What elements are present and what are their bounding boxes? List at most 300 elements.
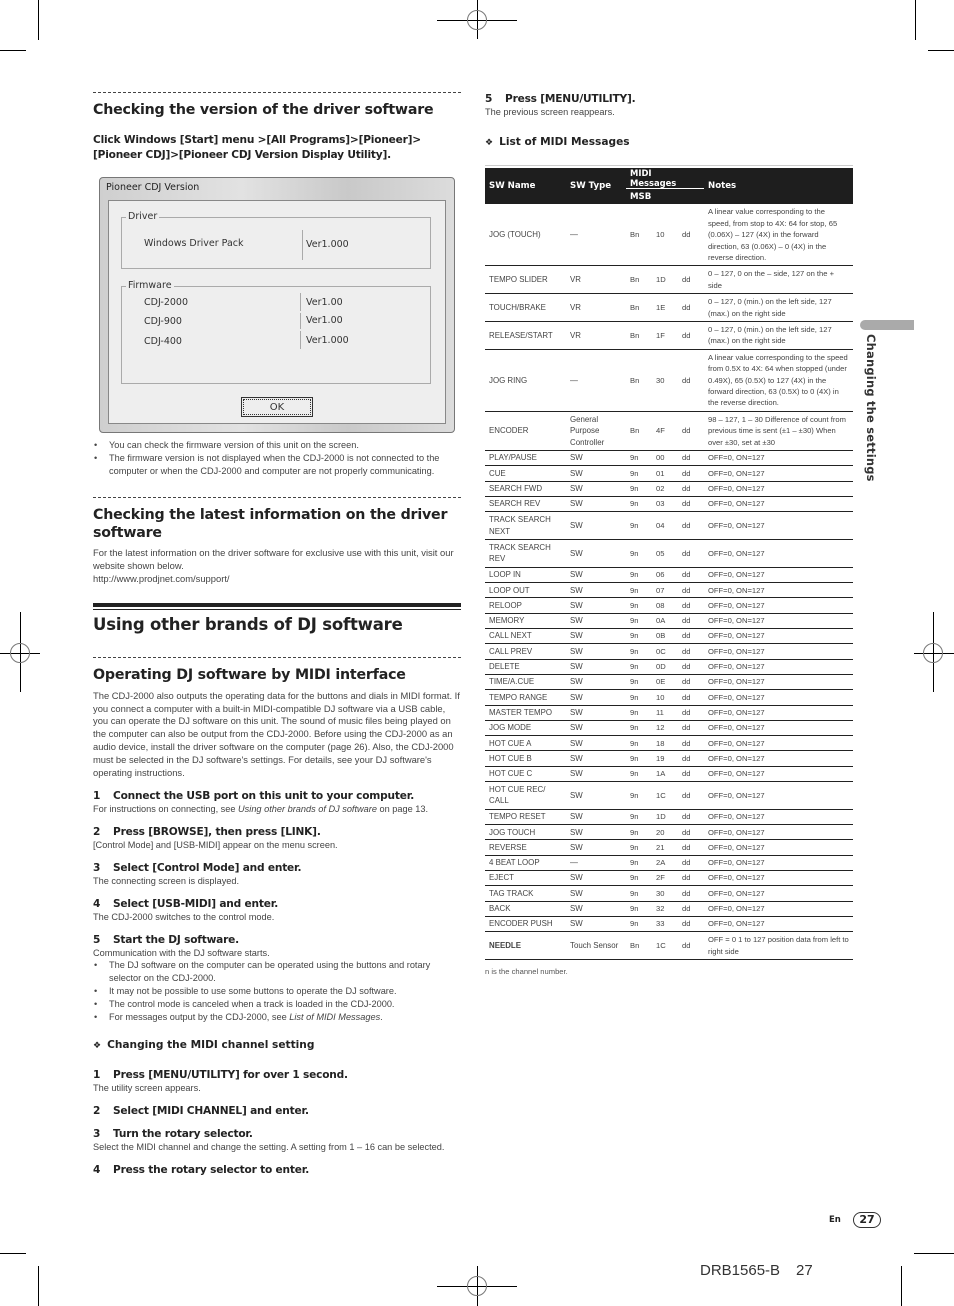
language-label: En (829, 1215, 841, 1225)
table-row (485, 466, 853, 481)
step-number: 5 (93, 933, 101, 946)
cell-data1: 1A (652, 766, 678, 781)
cell-status: 9n (626, 870, 652, 885)
cell-type: General Purpose Controller (566, 411, 626, 450)
bullet-item: • The control mode is canceled when a track is loaded in the CDJ-2000. (93, 998, 461, 1011)
step-1 (93, 789, 461, 816)
step-desc: Select the MIDI channel and change the setting. A setting from 1 – 16 can be selected. (93, 1142, 445, 1153)
cell-data2: dd (678, 644, 704, 659)
step-title-text: Select [MIDI CHANNEL] and enter. (113, 1105, 309, 1118)
cell-name: LOOP OUT (485, 583, 566, 598)
cell-status: Bn (626, 411, 652, 450)
subsection-title-text: Changing the MIDI channel setting (107, 1039, 315, 1052)
cell-data2: dd (678, 720, 704, 735)
cell-type: SW (566, 451, 626, 466)
step-title (93, 1068, 461, 1082)
cell-data2: dd (678, 321, 704, 349)
cell-data1: 1D (652, 266, 678, 294)
cell-data1: 10 (652, 204, 678, 266)
driver-group (121, 211, 431, 269)
table-row (485, 567, 853, 582)
midi-messages-table (485, 168, 853, 960)
cell-data2: dd (678, 901, 704, 916)
cell-notes: OFF=0, ON=127 (704, 496, 853, 511)
table-row (485, 886, 853, 901)
step-title (93, 1163, 461, 1177)
cell-status: 9n (626, 613, 652, 628)
table-row (485, 901, 853, 916)
step-number: 4 (93, 1163, 101, 1176)
cell-status: 9n (626, 751, 652, 766)
cell-status: 9n (626, 916, 652, 931)
cell-notes: OFF=0, ON=127 (704, 736, 853, 751)
cell-notes: OFF=0, ON=127 (704, 751, 853, 766)
cell-name: 4 BEAT LOOP (485, 855, 566, 870)
cell-data1: 1E (652, 294, 678, 322)
cell-status: 9n (626, 720, 652, 735)
cell-notes: OFF=0, ON=127 (704, 766, 853, 781)
cell-type: SW (566, 809, 626, 824)
step-number: 3 (93, 1128, 101, 1141)
cell-data2: dd (678, 583, 704, 598)
cell-data2: dd (678, 512, 704, 540)
cell-name: ENCODER PUSH (485, 916, 566, 931)
channel-step-3 (93, 1127, 461, 1154)
firmware-group (121, 280, 431, 384)
step-number: 2 (93, 1105, 101, 1118)
cell-notes: OFF=0, ON=127 (704, 781, 853, 809)
step-number: 5 (485, 93, 493, 105)
cell-name: TIME/A.CUE (485, 674, 566, 689)
cell-name: SEARCH FWD (485, 481, 566, 496)
cell-status: 9n (626, 825, 652, 840)
cell-type: SW (566, 496, 626, 511)
header-sw-type: SW Type (566, 168, 626, 205)
bullet-item: • The DJ software on the computer can be operated using the buttons and rotary selector on the CDJ-2000. (93, 959, 461, 985)
cell-notes: OFF=0, ON=127 (704, 901, 853, 916)
chapter-tab-label: Changing the settings (864, 334, 878, 482)
section-title-latest-info: Checking the latest information on the driver software (93, 507, 448, 542)
cell-type: SW (566, 870, 626, 885)
cell-status: Bn (626, 204, 652, 266)
cell-type: VR (566, 321, 626, 349)
step-number: 1 (93, 1069, 101, 1082)
cell-data1: 33 (652, 916, 678, 931)
header-notes: Notes (704, 168, 853, 205)
crop-mark (38, 1266, 39, 1306)
latest-info-body: For the latest information on the driver software for exclusive use with this unit, visit our website shown below. (93, 547, 454, 572)
cell-status: 9n (626, 659, 652, 674)
left-column (93, 92, 461, 1177)
cell-type: — (566, 204, 626, 266)
firmware-version: Ver1.000 (306, 335, 349, 346)
bullet-text: For messages output by the CDJ-2000, see (109, 1011, 290, 1022)
header-msb: MSB (626, 188, 704, 204)
step-title (93, 1127, 461, 1141)
cell-type: SW (566, 781, 626, 809)
step-desc: The utility screen appears. (93, 1083, 201, 1094)
ok-button[interactable] (241, 397, 313, 417)
cell-name: HOT CUE C (485, 766, 566, 781)
channel-step-1 (93, 1068, 461, 1095)
step-title-text: Select [USB-MIDI] and enter. (113, 897, 279, 910)
table-row (485, 766, 853, 781)
cell-type: Touch Sensor (566, 932, 626, 960)
cell-data2: dd (678, 540, 704, 568)
right-column (485, 92, 853, 979)
cell-type: SW (566, 644, 626, 659)
cell-status: 9n (626, 540, 652, 568)
cell-status: 9n (626, 451, 652, 466)
cell-type: SW (566, 466, 626, 481)
chapter-rule-thin (93, 609, 461, 610)
cell-status: 9n (626, 855, 652, 870)
cell-data2: dd (678, 840, 704, 855)
midi-interface-body: The CDJ-2000 also outputs the operating data for the buttons and dials in MIDI format. If you connect a computer with a built-in MIDI-compatible DJ software via a USB cable, you can operate the DJ software on this unit. The sound of music files being played on the computer can also be output from the CDJ-2000. Before using the CDJ-2000 as an audio device, install the driver software on the computer (page 26). Also, the CDJ-2000 must be selected in the DJ software's settings. For details, see your DJ software's operating instructions. (93, 689, 460, 778)
cell-data1: 11 (652, 705, 678, 720)
table-row (485, 736, 853, 751)
header-sw-name: SW Name (485, 168, 566, 205)
cell-notes: OFF=0, ON=127 (704, 809, 853, 824)
ok-button-label: OK (243, 399, 311, 415)
cell-status: Bn (626, 266, 652, 294)
cell-type: SW (566, 613, 626, 628)
cell-type: SW (566, 512, 626, 540)
step-number: 1 (93, 790, 101, 803)
step-title (485, 92, 853, 106)
cell-name: HOT CUE B (485, 751, 566, 766)
cell-data1: 4F (652, 411, 678, 450)
cell-type: SW (566, 567, 626, 582)
table-row (485, 825, 853, 840)
cell-data1: 21 (652, 840, 678, 855)
cell-name: JOG TOUCH (485, 825, 566, 840)
crop-mark (0, 1253, 26, 1254)
step-title-text: Press [MENU/UTILITY] for over 1 second. (113, 1069, 348, 1082)
firmware-group-label: Firmware (128, 280, 172, 291)
step-title-text: Turn the rotary selector. (113, 1128, 253, 1141)
table-row (485, 659, 853, 674)
step-title (93, 1104, 461, 1118)
channel-step-2 (93, 1104, 461, 1118)
cell-data2: dd (678, 598, 704, 613)
table-row (485, 870, 853, 885)
cell-name: REVERSE (485, 840, 566, 855)
bullet-item: • It may not be possible to use some buttons to operate the DJ software. (93, 985, 461, 998)
cell-status: 9n (626, 466, 652, 481)
column-separator (300, 313, 301, 329)
bullet-item: • You can check the firmware version of this unit on the screen. (93, 439, 461, 452)
chapter-rule (93, 603, 461, 607)
step-3 (93, 861, 461, 888)
dialog-title: Pioneer CDJ Version (106, 182, 200, 193)
step-2 (93, 825, 461, 852)
table-row (485, 674, 853, 689)
doc-code-text: DRB1565-B (700, 1262, 781, 1279)
cell-notes: OFF = 0 1 to 127 position data from left to right side (704, 932, 853, 960)
cell-data1: 02 (652, 481, 678, 496)
cell-status: 9n (626, 674, 652, 689)
cell-name: TRACK SEARCH NEXT (485, 512, 566, 540)
cell-data2: dd (678, 659, 704, 674)
cell-data2: dd (678, 466, 704, 481)
channel-step-5 (485, 92, 853, 119)
cell-type: — (566, 349, 626, 411)
subsection-title-text: List of MIDI Messages (499, 135, 630, 148)
cell-data1: 0C (652, 644, 678, 659)
cell-data2: dd (678, 690, 704, 705)
cell-name: EJECT (485, 870, 566, 885)
column-separator (302, 230, 303, 260)
cell-data2: dd (678, 751, 704, 766)
step-desc-text: on page 13. (376, 804, 429, 815)
cell-data1: 00 (652, 451, 678, 466)
cell-name: TEMPO RANGE (485, 690, 566, 705)
cell-status: 9n (626, 629, 652, 644)
table-row (485, 840, 853, 855)
cell-notes: OFF=0, ON=127 (704, 466, 853, 481)
driver-name: Windows Driver Pack (144, 238, 244, 249)
cell-type: SW (566, 598, 626, 613)
version-dialog-screenshot (99, 177, 455, 433)
section-title-midi-interface: Operating DJ software by MIDI interface (93, 666, 406, 683)
cell-notes: OFF=0, ON=127 (704, 855, 853, 870)
crop-mark (915, 0, 916, 40)
cell-name: TEMPO SLIDER (485, 266, 566, 294)
table-row (485, 321, 853, 349)
channel-step-4 (93, 1163, 461, 1177)
cell-name: SEARCH REV (485, 496, 566, 511)
cell-name: JOG MODE (485, 720, 566, 735)
cell-status: 9n (626, 583, 652, 598)
step-title-text: Press [MENU/UTILITY]. (505, 93, 636, 105)
cell-data2: dd (678, 736, 704, 751)
cell-data2: dd (678, 496, 704, 511)
table-row (485, 932, 853, 960)
cell-notes: 0 – 127, 0 on the – side, 127 on the + side (704, 266, 853, 294)
step-number: 3 (93, 861, 101, 874)
cell-notes: 0 – 127, 0 (min.) on the left side, 127 (max.) on the right side (704, 294, 853, 322)
cell-type: — (566, 855, 626, 870)
step-title (93, 933, 461, 947)
cell-notes: OFF=0, ON=127 (704, 613, 853, 628)
cell-data1: 0E (652, 674, 678, 689)
cell-data2: dd (678, 932, 704, 960)
cell-data1: 1F (652, 321, 678, 349)
page-number-badge: 27 (853, 1212, 881, 1228)
cell-data2: dd (678, 294, 704, 322)
table-row (485, 855, 853, 870)
crop-mark (928, 50, 954, 51)
cell-status: 9n (626, 598, 652, 613)
step-4 (93, 897, 461, 924)
cell-notes: A linear value corresponding to the speed from 0.5X to 4X: 64 when stopped (under 0.49X), 65 (0.5X) to 127 (4X) in the forward direction, 63 (0.5X) to 0 (4X) in the reverse direction. (704, 349, 853, 411)
cell-notes: OFF=0, ON=127 (704, 690, 853, 705)
cell-notes: OFF=0, ON=127 (704, 916, 853, 931)
table-row (485, 690, 853, 705)
cell-status: 9n (626, 736, 652, 751)
cell-notes: A linear value corresponding to the speed, from stop to 4X: 64 for stop, 65 (0.06X) – 127 (4X) in the forward direction, 63 (0.06X) – 0 (4X) in the reverse direction. (704, 204, 853, 266)
table-row (485, 451, 853, 466)
cell-name: TEMPO RESET (485, 809, 566, 824)
section-divider (93, 92, 461, 93)
cell-data1: 20 (652, 825, 678, 840)
support-url[interactable]: http://www.prodjnet.com/support/ (93, 572, 230, 584)
step-title-text: Start the DJ software. (113, 933, 239, 946)
cell-data2: dd (678, 766, 704, 781)
cell-data1: 06 (652, 567, 678, 582)
cell-data2: dd (678, 674, 704, 689)
step-desc: The connecting screen is displayed. (93, 875, 240, 886)
table-row (485, 349, 853, 411)
crop-mark (914, 1253, 954, 1254)
cell-data1: 01 (652, 466, 678, 481)
cell-status: 9n (626, 705, 652, 720)
cell-data2: dd (678, 567, 704, 582)
cell-data1: 12 (652, 720, 678, 735)
bullet-item: • The firmware version is not displayed when the CDJ-2000 is not connected to the computer or when the CDJ-2000 and computer are not properly communicating. (93, 452, 461, 478)
cell-data2: dd (678, 613, 704, 628)
cell-notes: OFF=0, ON=127 (704, 583, 853, 598)
cell-data1: 03 (652, 496, 678, 511)
cell-status: 9n (626, 901, 652, 916)
driver-group-label: Driver (128, 211, 158, 222)
step-number: 2 (93, 826, 101, 839)
cell-status: 9n (626, 840, 652, 855)
cell-status: 9n (626, 809, 652, 824)
cell-status: 9n (626, 690, 652, 705)
cell-data2: dd (678, 266, 704, 294)
cell-data1: 30 (652, 886, 678, 901)
bullet-link-text: List of MIDI Messages (289, 1011, 381, 1022)
cell-name: TRACK SEARCH REV (485, 540, 566, 568)
cell-data2: dd (678, 809, 704, 824)
cell-name: DELETE (485, 659, 566, 674)
cell-data2: dd (678, 855, 704, 870)
cell-status: Bn (626, 932, 652, 960)
table-row (485, 481, 853, 496)
cell-data1: 1C (652, 932, 678, 960)
cell-name: CALL PREV (485, 644, 566, 659)
cell-status: 9n (626, 481, 652, 496)
cell-name: RELOOP (485, 598, 566, 613)
table-row (485, 644, 853, 659)
driver-version: Ver1.000 (306, 239, 349, 250)
firmware-version: Ver1.00 (306, 297, 343, 308)
cell-notes: OFF=0, ON=127 (704, 705, 853, 720)
chapter-title: Using other brands of DJ software (93, 614, 403, 634)
cell-name: ENCODER (485, 411, 566, 450)
firmware-name: CDJ-2000 (144, 297, 189, 308)
crop-mark (38, 0, 39, 40)
diamond-bullet-icon: ❖ (485, 137, 494, 148)
cell-data1: 30 (652, 349, 678, 411)
instruction-text: Click Windows [Start] menu >[All Programs]>[Pioneer]>[Pioneer CDJ]>[Pioneer CDJ Version Display Utility]. (93, 134, 421, 161)
table-row (485, 613, 853, 628)
cell-data2: dd (678, 629, 704, 644)
midi-table-body (485, 204, 853, 959)
table-row (485, 266, 853, 294)
cell-name: CUE (485, 466, 566, 481)
cell-type: SW (566, 481, 626, 496)
subsection-title-midi-channel (93, 1039, 461, 1051)
table-row (485, 294, 853, 322)
cell-notes: OFF=0, ON=127 (704, 540, 853, 568)
bullet-item (93, 1011, 461, 1024)
cell-data1: 18 (652, 736, 678, 751)
step-title-text: Press [BROWSE], then press [LINK]. (113, 826, 321, 839)
cell-name: NEEDLE (485, 932, 566, 960)
table-row (485, 705, 853, 720)
cell-name: MASTER TEMPO (485, 705, 566, 720)
cell-notes: OFF=0, ON=127 (704, 659, 853, 674)
cell-type: SW (566, 690, 626, 705)
cell-type: SW (566, 720, 626, 735)
column-separator (300, 331, 301, 349)
cell-name: TOUCH/BRAKE (485, 294, 566, 322)
cell-data1: 08 (652, 598, 678, 613)
cell-status: 9n (626, 496, 652, 511)
cell-type: SW (566, 886, 626, 901)
step-title (93, 897, 461, 911)
step-title-text: Select [Control Mode] and enter. (113, 861, 302, 874)
cell-data1: 10 (652, 690, 678, 705)
cell-notes: OFF=0, ON=127 (704, 870, 853, 885)
cell-data1: 0D (652, 659, 678, 674)
cell-type: SW (566, 901, 626, 916)
step-desc: The CDJ-2000 switches to the control mode. (93, 911, 275, 922)
cell-data2: dd (678, 411, 704, 450)
step-number: 4 (93, 897, 101, 910)
cell-notes: OFF=0, ON=127 (704, 886, 853, 901)
cell-data1: 0B (652, 629, 678, 644)
cell-name: MEMORY (485, 613, 566, 628)
cell-type: SW (566, 540, 626, 568)
cell-data1: 0A (652, 613, 678, 628)
step-desc: Communication with the DJ software starts. (93, 947, 270, 958)
table-footnote: n is the channel number. (485, 966, 568, 976)
cell-type: SW (566, 674, 626, 689)
diamond-bullet-icon: ❖ (93, 1041, 102, 1052)
step-5 (93, 933, 461, 1024)
cell-data2: dd (678, 916, 704, 931)
cell-data2: dd (678, 781, 704, 809)
cell-notes: OFF=0, ON=127 (704, 644, 853, 659)
cell-data1: 05 (652, 540, 678, 568)
cell-name: JOG (TOUCH) (485, 204, 566, 266)
cell-data2: dd (678, 349, 704, 411)
subsection-title-midi-list (485, 136, 853, 148)
table-row (485, 204, 853, 266)
cell-status: 9n (626, 766, 652, 781)
cell-status: 9n (626, 644, 652, 659)
table-row (485, 916, 853, 931)
cell-type: SW (566, 583, 626, 598)
cell-notes: OFF=0, ON=127 (704, 840, 853, 855)
table-row (485, 629, 853, 644)
step-desc (93, 803, 461, 816)
table-row (485, 598, 853, 613)
step-title-text: Connect the USB port on this unit to your computer. (113, 790, 415, 803)
cell-data1: 1C (652, 781, 678, 809)
cell-name: RELEASE/START (485, 321, 566, 349)
table-row (485, 512, 853, 540)
chapter-tab-marker (860, 320, 914, 330)
step-desc: The previous screen reappears. (485, 107, 615, 117)
cell-status: Bn (626, 349, 652, 411)
cell-notes: OFF=0, ON=127 (704, 512, 853, 540)
step-desc: [Control Mode] and [USB-MIDI] appear on the menu screen. (93, 840, 338, 851)
